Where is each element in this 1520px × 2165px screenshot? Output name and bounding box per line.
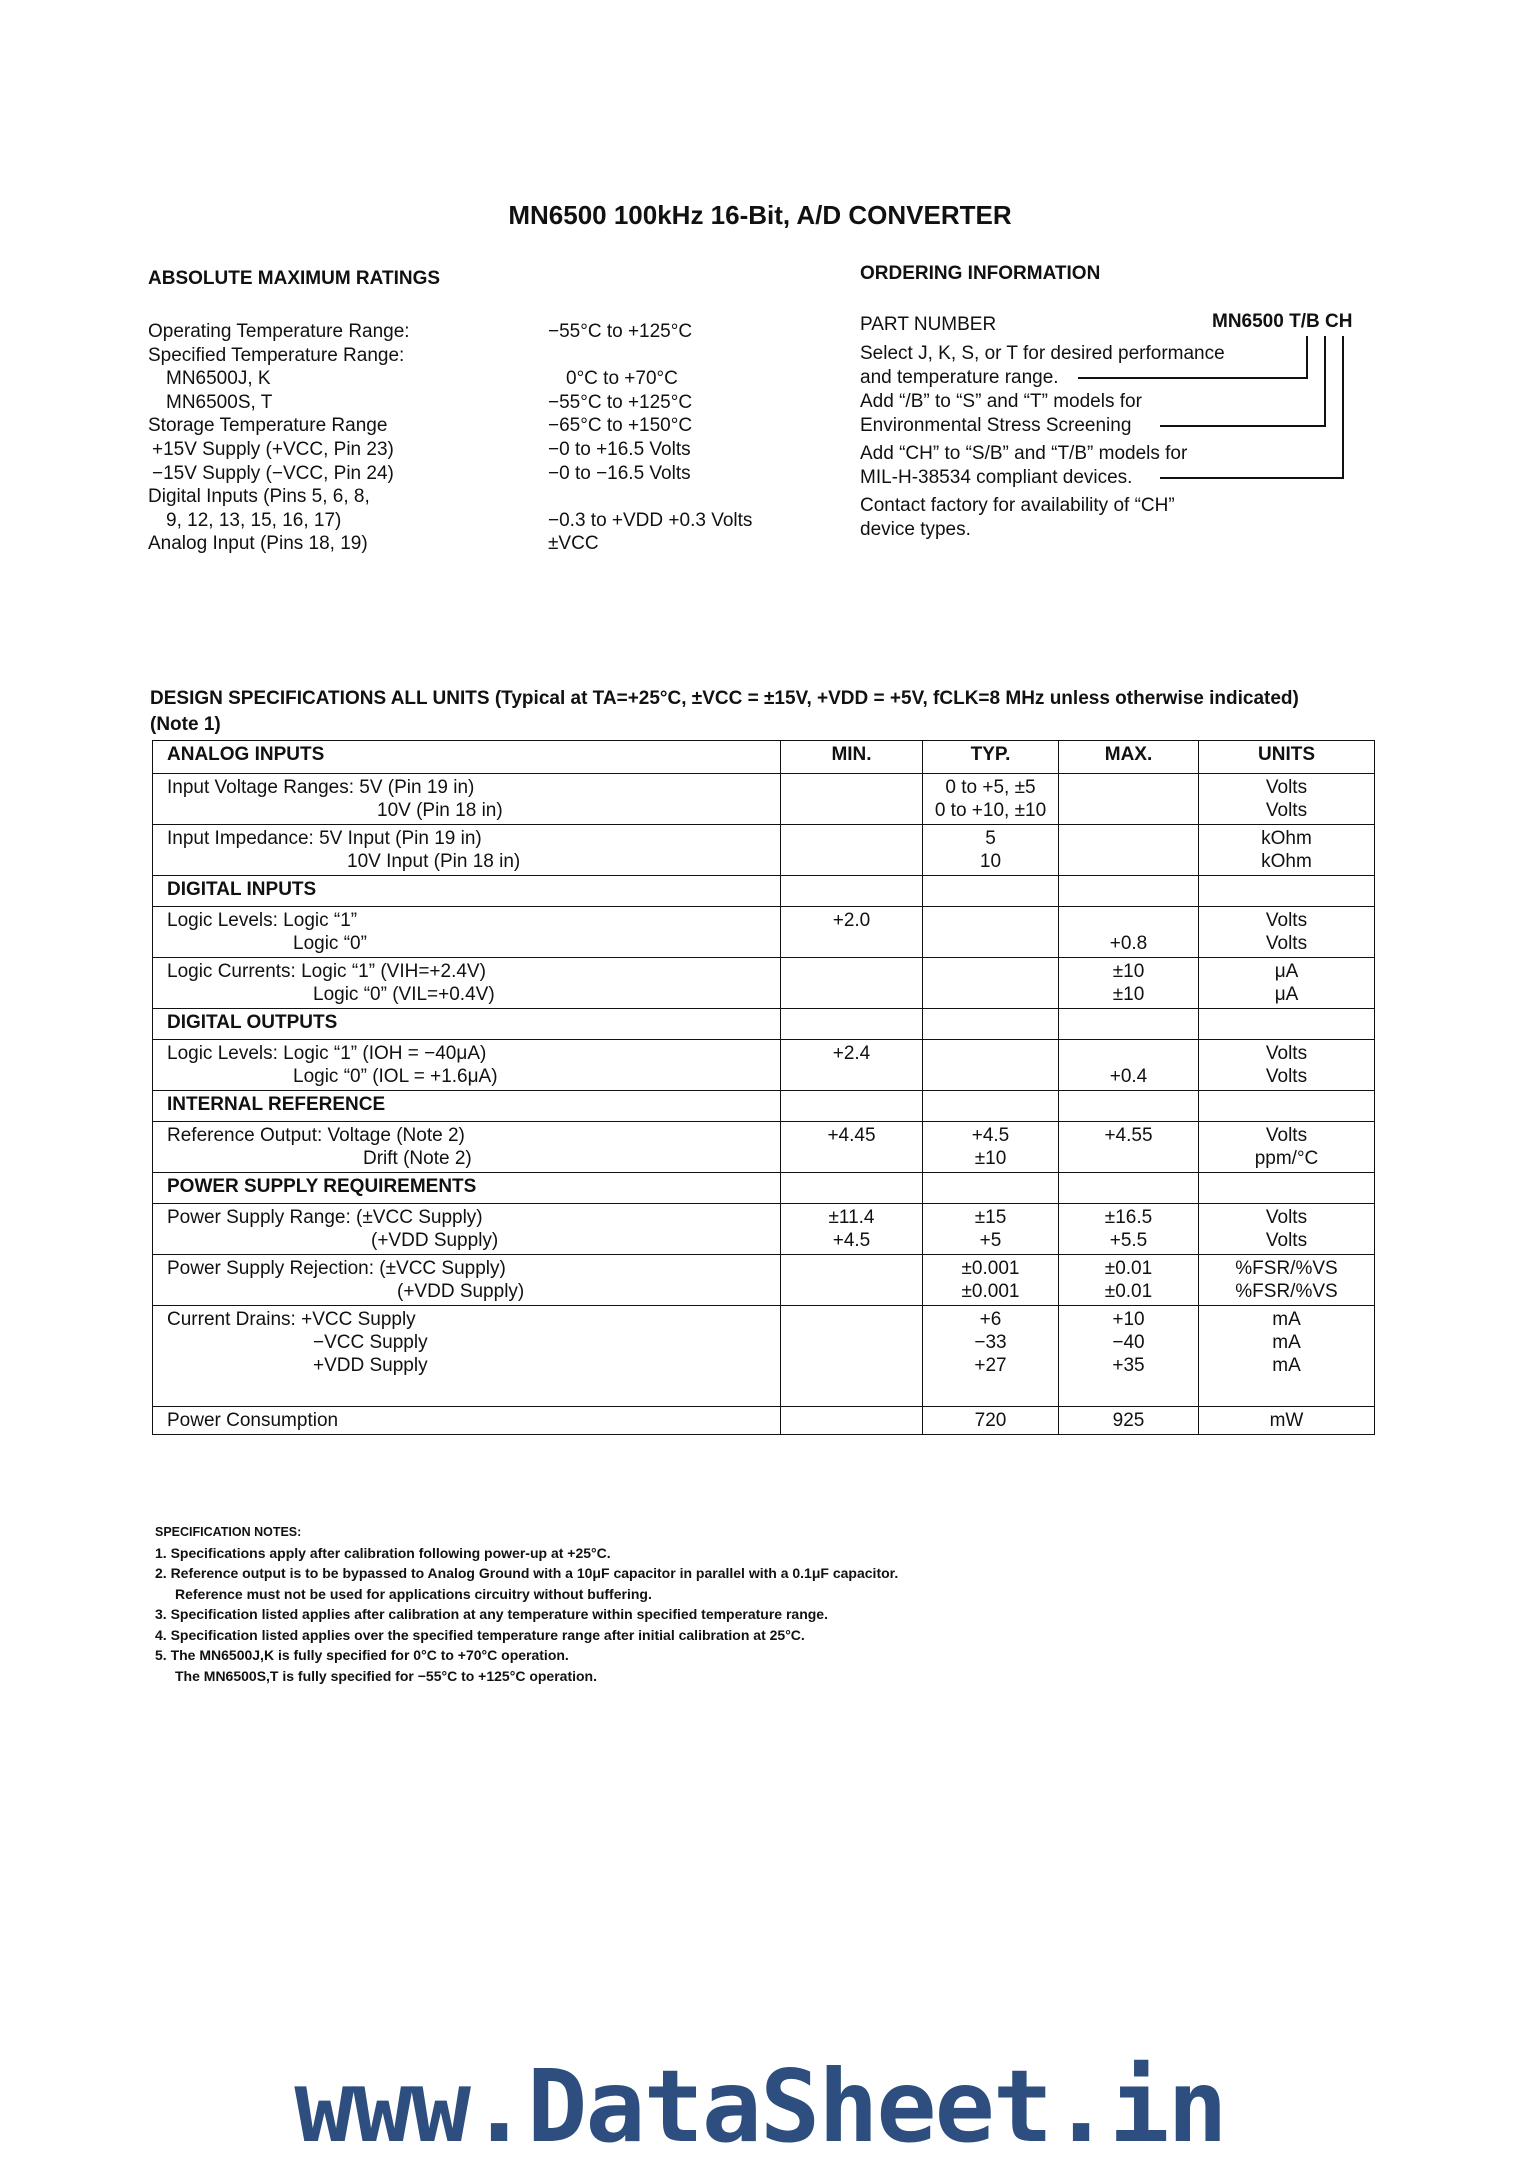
typ-cell <box>923 825 1059 876</box>
min-cell <box>781 825 923 876</box>
absolute-max-heading: ABSOLUTE MAXIMUM RATINGS <box>148 268 441 289</box>
connector-line <box>1160 476 1344 479</box>
ordering-line: MIL-H-38534 compliant devices. <box>860 467 1133 488</box>
min-value <box>787 827 916 850</box>
max-cell <box>1059 774 1199 825</box>
page-title: MN6500 100kHz 16-Bit, A/D CONVERTER <box>508 200 1012 230</box>
max-value: ±0.01 <box>1104 1258 1153 1279</box>
table-row <box>153 958 1375 1009</box>
units-value: mA <box>1272 1332 1301 1353</box>
units-value: Volts <box>1265 800 1308 821</box>
param-line: (+VDD Supply) <box>371 1230 499 1251</box>
units-value: %FSR/%VS <box>1235 1281 1338 1302</box>
units-value: μA <box>1274 984 1299 1005</box>
param-line: Logic “0” <box>293 933 367 954</box>
watermark: www.DataSheet.in <box>294 2048 1226 2165</box>
param-line: Logic Currents: Logic “1” (VIH=+2.4V) <box>167 961 486 982</box>
typ-value: +5 <box>979 1230 1002 1251</box>
typ-cell <box>923 1040 1059 1091</box>
header-max: MAX. <box>1059 741 1199 774</box>
units-value: mA <box>1272 1309 1301 1330</box>
rating-value: 0°C to +70°C <box>566 368 678 390</box>
min-value: ±11.4 <box>828 1207 875 1228</box>
typ-value: 720 <box>923 1407 1059 1435</box>
typ-cell <box>923 1306 1059 1407</box>
typ-value <box>929 1065 1052 1088</box>
typ-value: ±0.001 <box>961 1258 1020 1279</box>
min-value: +4.5 <box>832 1230 871 1251</box>
rating-value <box>548 485 752 509</box>
max-cell <box>1059 1255 1199 1306</box>
units-cell <box>1199 958 1375 1009</box>
connector-line <box>1306 336 1308 378</box>
units-cell <box>1199 1040 1375 1091</box>
typ-value: +4.5 <box>971 1125 1010 1146</box>
units-value: %FSR/%VS <box>1235 1258 1338 1279</box>
ordering-line: Environmental Stress Screening <box>860 415 1132 436</box>
param-cell <box>153 907 781 958</box>
param-cell <box>153 1122 781 1173</box>
typ-cell <box>923 907 1059 958</box>
units-value: Volts <box>1265 1207 1308 1228</box>
typ-value <box>929 909 1052 932</box>
units-cell <box>1199 774 1375 825</box>
category-row <box>153 876 1375 907</box>
min-cell <box>781 1255 923 1306</box>
rating-value: −55°C to +125°C <box>548 391 693 413</box>
note-item: 1. Specifications apply after calibration following power-up at +25°C. <box>155 1544 611 1561</box>
min-value <box>787 1257 916 1280</box>
typ-value <box>929 983 1052 1006</box>
rating-label: Analog Input (Pins 18, 19) <box>148 533 368 555</box>
note-item: 5. The MN6500J,K is fully specified for 0°C to +70°C operation. <box>155 1647 569 1663</box>
absolute-max-values <box>548 320 752 556</box>
units-cell <box>1199 1306 1375 1407</box>
param-line: 10V Input (Pin 18 in) <box>347 851 521 872</box>
min-value <box>787 776 916 799</box>
category-row <box>153 1091 1375 1122</box>
param-line: Power Supply Range: (±VCC Supply) <box>167 1207 483 1228</box>
min-value <box>787 1147 916 1170</box>
category-row <box>153 1173 1375 1204</box>
typ-value: +27 <box>974 1355 1007 1376</box>
min-value: +4.45 <box>827 1125 876 1146</box>
max-value <box>1065 776 1192 799</box>
units-value: mW <box>1199 1407 1375 1435</box>
max-value: 925 <box>1059 1407 1199 1435</box>
max-value: ±10 <box>1112 961 1145 982</box>
min-value <box>787 960 916 983</box>
max-value <box>1065 799 1192 822</box>
category-internal-reference: INTERNAL REFERENCE <box>153 1091 781 1122</box>
typ-value: 0 to +5, ±5 <box>945 777 1036 798</box>
units-value: Volts <box>1265 777 1308 798</box>
min-cell <box>781 1306 923 1407</box>
param-line: Reference Output: Voltage (Note 2) <box>167 1125 465 1146</box>
typ-value: 10 <box>979 851 1002 872</box>
units-value: Volts <box>1265 1230 1308 1251</box>
typ-value <box>929 932 1052 955</box>
min-cell <box>781 958 923 1009</box>
table-row <box>153 1122 1375 1173</box>
ordering-line: Add “CH” to “S/B” and “T/B” models for <box>860 443 1188 464</box>
table-row <box>153 907 1375 958</box>
ordering-line: device types. <box>860 519 971 540</box>
param-line: Logic “0” (VIL=+0.4V) <box>313 984 495 1005</box>
param-cell <box>153 1306 781 1407</box>
max-value: +5.5 <box>1109 1230 1148 1251</box>
header-min: MIN. <box>781 741 923 774</box>
rating-label: MN6500J, K <box>166 368 271 390</box>
note-item: 2. Reference output is to be bypassed to Analog Ground with a 10μF capacitor in parallel with a 0.1μF capacitor. <box>155 1565 899 1581</box>
absolute-max-labels <box>148 320 410 556</box>
min-value <box>787 1331 916 1354</box>
min-cell <box>781 907 923 958</box>
min-cell <box>781 774 923 825</box>
table-row <box>153 1204 1375 1255</box>
rating-label: Operating Temperature Range: <box>148 321 410 342</box>
max-cell <box>1059 1040 1199 1091</box>
ordering-line: and temperature range. <box>860 367 1059 388</box>
param-cell <box>153 958 781 1009</box>
typ-value <box>929 960 1052 983</box>
notes-heading: SPECIFICATION NOTES: <box>155 1525 302 1539</box>
min-cell <box>781 1040 923 1091</box>
typ-value: 0 to +10, ±10 <box>934 800 1047 821</box>
param-power-consumption: Power Consumption <box>153 1407 781 1435</box>
header-analog-inputs: ANALOG INPUTS <box>153 741 781 774</box>
units-value: Volts <box>1265 1125 1308 1146</box>
param-line: Input Impedance: 5V Input (Pin 19 in) <box>167 828 482 849</box>
typ-cell <box>923 1255 1059 1306</box>
param-line: Logic “0” (IOL = +1.6μA) <box>293 1066 498 1087</box>
units-value: ppm/°C <box>1254 1148 1319 1169</box>
ordering-heading: ORDERING INFORMATION <box>860 263 1101 284</box>
param-line: Input Voltage Ranges: 5V (Pin 19 in) <box>167 777 475 798</box>
units-cell <box>1199 1122 1375 1173</box>
param-line: 10V (Pin 18 in) <box>377 800 503 821</box>
category-digital-inputs: DIGITAL INPUTS <box>153 876 781 907</box>
rating-value: −0 to −16.5 Volts <box>548 462 691 484</box>
typ-cell <box>923 1122 1059 1173</box>
min-value <box>787 1354 916 1377</box>
typ-value <box>929 1042 1052 1065</box>
max-value <box>1065 850 1192 873</box>
rating-label: MN6500S, T <box>166 391 273 413</box>
min-value <box>781 1407 923 1435</box>
max-value: ±0.01 <box>1104 1281 1153 1302</box>
typ-value: ±10 <box>974 1148 1007 1169</box>
param-line: Current Drains: +VCC Supply <box>167 1309 416 1330</box>
units-value: kOhm <box>1261 851 1312 872</box>
units-cell <box>1199 907 1375 958</box>
ordering-line: Add “/B” to “S” and “T” models for <box>860 391 1142 412</box>
param-line: Logic Levels: Logic “1” (IOH = −40μA) <box>167 1043 487 1064</box>
max-cell <box>1059 1306 1199 1407</box>
param-cell <box>153 825 781 876</box>
param-line: Logic Levels: Logic “1” <box>167 910 358 931</box>
typ-cell <box>923 774 1059 825</box>
rating-value: −65°C to +150°C <box>548 415 693 437</box>
param-line: +VDD Supply <box>313 1355 428 1376</box>
units-cell <box>1199 1255 1375 1306</box>
spec-table <box>152 740 1375 1435</box>
max-value: +0.4 <box>1109 1066 1148 1087</box>
max-cell <box>1059 825 1199 876</box>
rating-value: −55°C to +125°C <box>548 321 693 342</box>
units-cell <box>1199 1204 1375 1255</box>
min-value <box>787 1280 916 1303</box>
connector-line <box>1324 336 1326 426</box>
table-row <box>153 1306 1375 1407</box>
spec-title: DESIGN SPECIFICATIONS ALL UNITS (Typical at TA=+25°C, ±VCC = ±15V, +VDD = +5V, fCLK=8 MHz unless otherwise indicated) (Note 1) <box>150 688 1299 735</box>
table-row <box>153 825 1375 876</box>
units-value: Volts <box>1265 1043 1308 1064</box>
min-value <box>787 1065 916 1088</box>
units-value: μA <box>1274 961 1299 982</box>
units-cell <box>1199 825 1375 876</box>
connector-line <box>1160 424 1326 427</box>
max-value: +10 <box>1112 1309 1145 1330</box>
min-value <box>787 850 916 873</box>
note-item: 3. Specification listed applies after calibration at any temperature within specified temperature range. <box>155 1606 828 1622</box>
param-cell <box>153 1255 781 1306</box>
typ-cell <box>923 958 1059 1009</box>
note-item: The MN6500S,T is fully specified for −55°C to +125°C operation. <box>175 1667 597 1684</box>
connector-line <box>1078 376 1308 379</box>
max-value <box>1065 1042 1192 1065</box>
param-line: (+VDD Supply) <box>397 1281 525 1302</box>
rating-value <box>548 344 752 368</box>
min-cell <box>781 1204 923 1255</box>
max-cell <box>1059 1122 1199 1173</box>
max-value <box>1065 909 1192 932</box>
rating-label: 9, 12, 13, 15, 16, 17) <box>166 509 342 531</box>
param-line: −VCC Supply <box>313 1332 428 1353</box>
max-value: +4.55 <box>1104 1125 1153 1146</box>
min-value <box>787 983 916 1006</box>
typ-value: ±15 <box>974 1207 1007 1228</box>
param-line: Drift (Note 2) <box>363 1148 472 1169</box>
typ-value: ±0.001 <box>961 1281 1020 1302</box>
typ-value: −33 <box>974 1332 1007 1353</box>
min-value <box>787 932 916 955</box>
part-number-label: PART NUMBER <box>860 314 997 335</box>
param-cell <box>153 1040 781 1091</box>
table-row <box>153 774 1375 825</box>
max-cell <box>1059 907 1199 958</box>
max-value: +35 <box>1112 1355 1145 1376</box>
header-typ: TYP. <box>923 741 1059 774</box>
param-line: Power Supply Rejection: (±VCC Supply) <box>167 1258 506 1279</box>
note-item: 4. Specification listed applies over the specified temperature range after initial calibration at 25°C. <box>155 1626 805 1643</box>
category-row <box>153 1009 1375 1040</box>
rating-value: ±VCC <box>548 533 599 555</box>
max-value <box>1065 827 1192 850</box>
max-value <box>1065 1147 1192 1170</box>
max-value: ±10 <box>1112 984 1145 1005</box>
min-cell <box>781 1122 923 1173</box>
max-value: ±16.5 <box>1104 1207 1153 1228</box>
rating-value: −0.3 to +VDD +0.3 Volts <box>548 509 753 531</box>
ordering-line: Select J, K, S, or T for desired performance <box>860 343 1225 364</box>
typ-value: 5 <box>985 828 996 849</box>
typ-value: +6 <box>979 1309 1002 1330</box>
typ-cell <box>923 1204 1059 1255</box>
part-number: MN6500 T/B CH <box>1212 311 1353 332</box>
specification-notes <box>155 1522 898 1686</box>
table-row <box>153 1255 1375 1306</box>
units-value: kOhm <box>1261 828 1312 849</box>
max-cell <box>1059 1204 1199 1255</box>
units-value: Volts <box>1265 1066 1308 1087</box>
table-header-row <box>153 741 1375 774</box>
rating-label: Digital Inputs (Pins 5, 6, 8, <box>148 486 370 508</box>
rating-label: −15V Supply (−VCC, Pin 24) <box>152 462 394 484</box>
category-digital-outputs: DIGITAL OUTPUTS <box>153 1009 781 1040</box>
header-units: UNITS <box>1199 741 1375 774</box>
table-row <box>153 1407 1375 1435</box>
units-value: Volts <box>1265 910 1308 931</box>
max-value: +0.8 <box>1109 933 1148 954</box>
connector-line <box>1342 336 1344 478</box>
ordering-line: Contact factory for availability of “CH” <box>860 495 1175 516</box>
min-value <box>787 799 916 822</box>
note-item: Reference must not be used for applications circuitry without buffering. <box>175 1585 652 1602</box>
rating-label: Specified Temperature Range: <box>148 344 405 366</box>
param-cell <box>153 1204 781 1255</box>
min-value: +2.0 <box>832 910 871 931</box>
max-cell <box>1059 958 1199 1009</box>
rating-value: −0 to +16.5 Volts <box>548 438 691 460</box>
table-row <box>153 1040 1375 1091</box>
max-value: −40 <box>1112 1332 1145 1353</box>
param-cell <box>153 774 781 825</box>
rating-label: +15V Supply (+VCC, Pin 23) <box>152 438 394 460</box>
min-value <box>787 1308 916 1331</box>
units-value: Volts <box>1265 933 1308 954</box>
category-power-supply: POWER SUPPLY REQUIREMENTS <box>153 1173 781 1204</box>
min-value: +2.4 <box>832 1043 871 1064</box>
rating-label: Storage Temperature Range <box>148 415 388 437</box>
units-value: mA <box>1272 1355 1301 1376</box>
